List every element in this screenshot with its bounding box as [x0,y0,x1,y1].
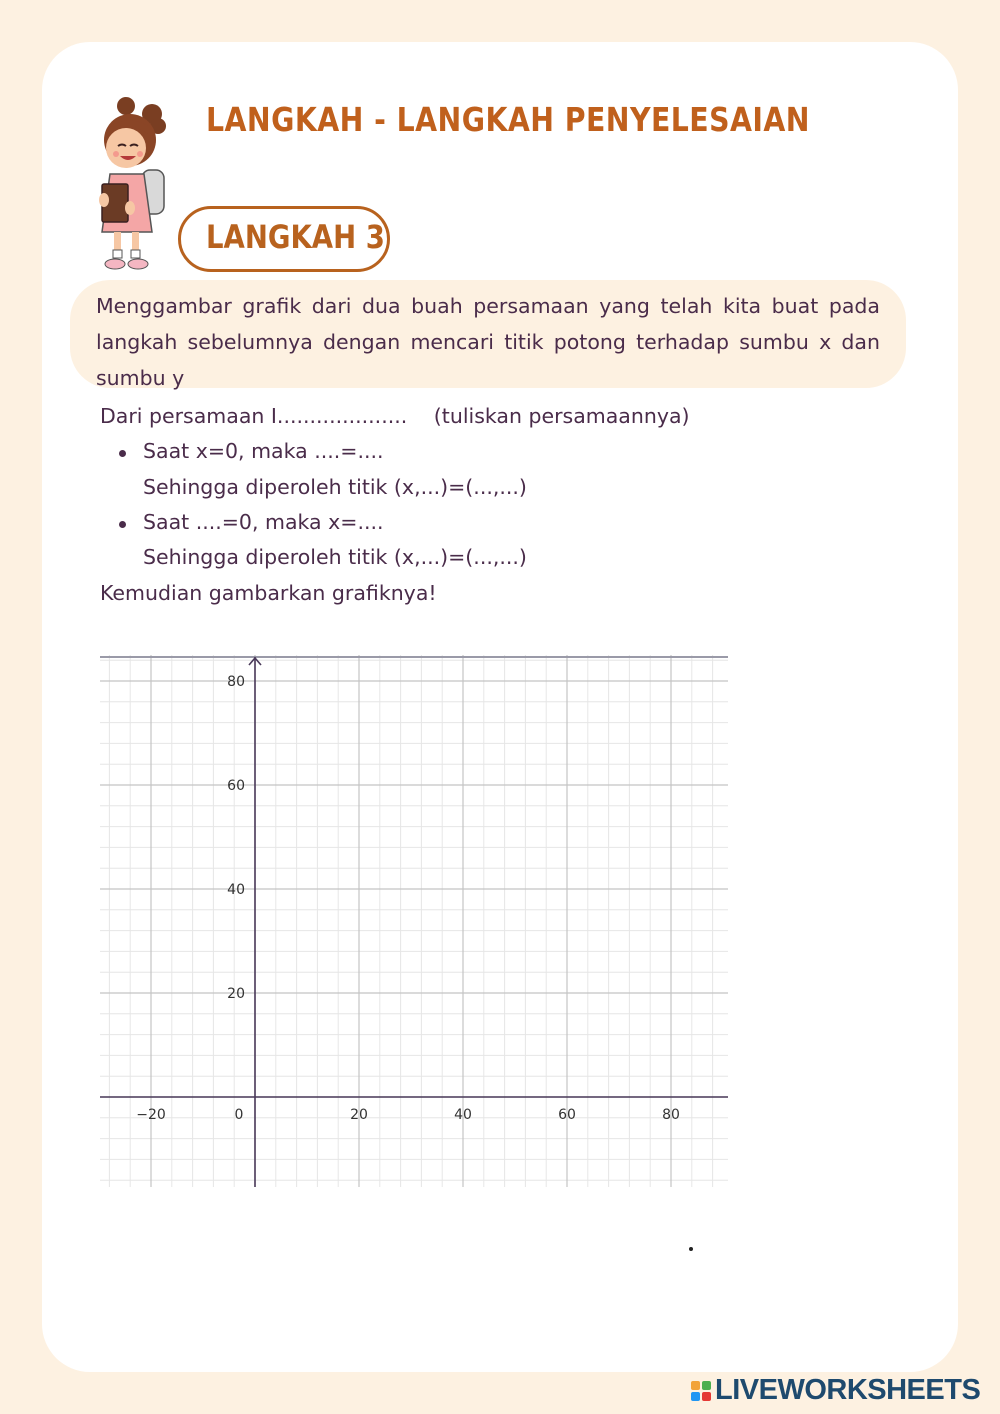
x-tick-label: 20 [350,1107,368,1123]
stray-dot [689,1247,693,1251]
bullet-dot [119,521,126,528]
bullet-dot [119,450,126,457]
liveworksheets-brand [691,1374,980,1407]
equation-prompt: Dari persamaan I.................... [100,404,408,428]
girl-with-book-illustration-icon [96,96,172,278]
brand-text: LIVEWORKSHEETS [715,1374,981,1406]
y-tick-label: 80 [227,674,245,690]
liveworksheets-logo-icon [691,1381,711,1401]
y-tick-label: 20 [227,986,245,1002]
y-tick-label: 60 [227,778,245,794]
page-title: LANGKAH - LANGKAH PENYELESAIAN [206,100,810,139]
x-tick-label: −20 [136,1107,166,1123]
step-label: LANGKAH 3 [206,218,385,256]
closing-instruction: Kemudian gambarkan grafiknya! [100,581,437,605]
x-tick-label: 60 [558,1107,576,1123]
instruction-text: Menggambar grafik dari dua buah persamaan yang telah kita buat pada langkah sebelumnya dengan mencari titik potong terhadap sumbu x dan sumbu y [96,294,880,390]
coordinate-graph[interactable] [100,655,728,1187]
equation-hint: (tuliskan persamaannya) [433,404,690,428]
equation-line [100,404,690,428]
bullet-2-text: Saat ....=0, maka x=.... [143,510,384,534]
x-tick-label: 0 [234,1107,244,1123]
bullet-1-result: Sehingga diperoleh titik (x,...)=(...,...) [143,475,527,499]
x-tick-label: 80 [662,1107,680,1123]
y-tick-label: 40 [227,882,245,898]
bullet-1-text: Saat x=0, maka ....=.... [143,439,384,463]
x-tick-label: 40 [454,1107,472,1123]
bullet-2-result: Sehingga diperoleh titik (x,...)=(...,...) [143,545,527,569]
